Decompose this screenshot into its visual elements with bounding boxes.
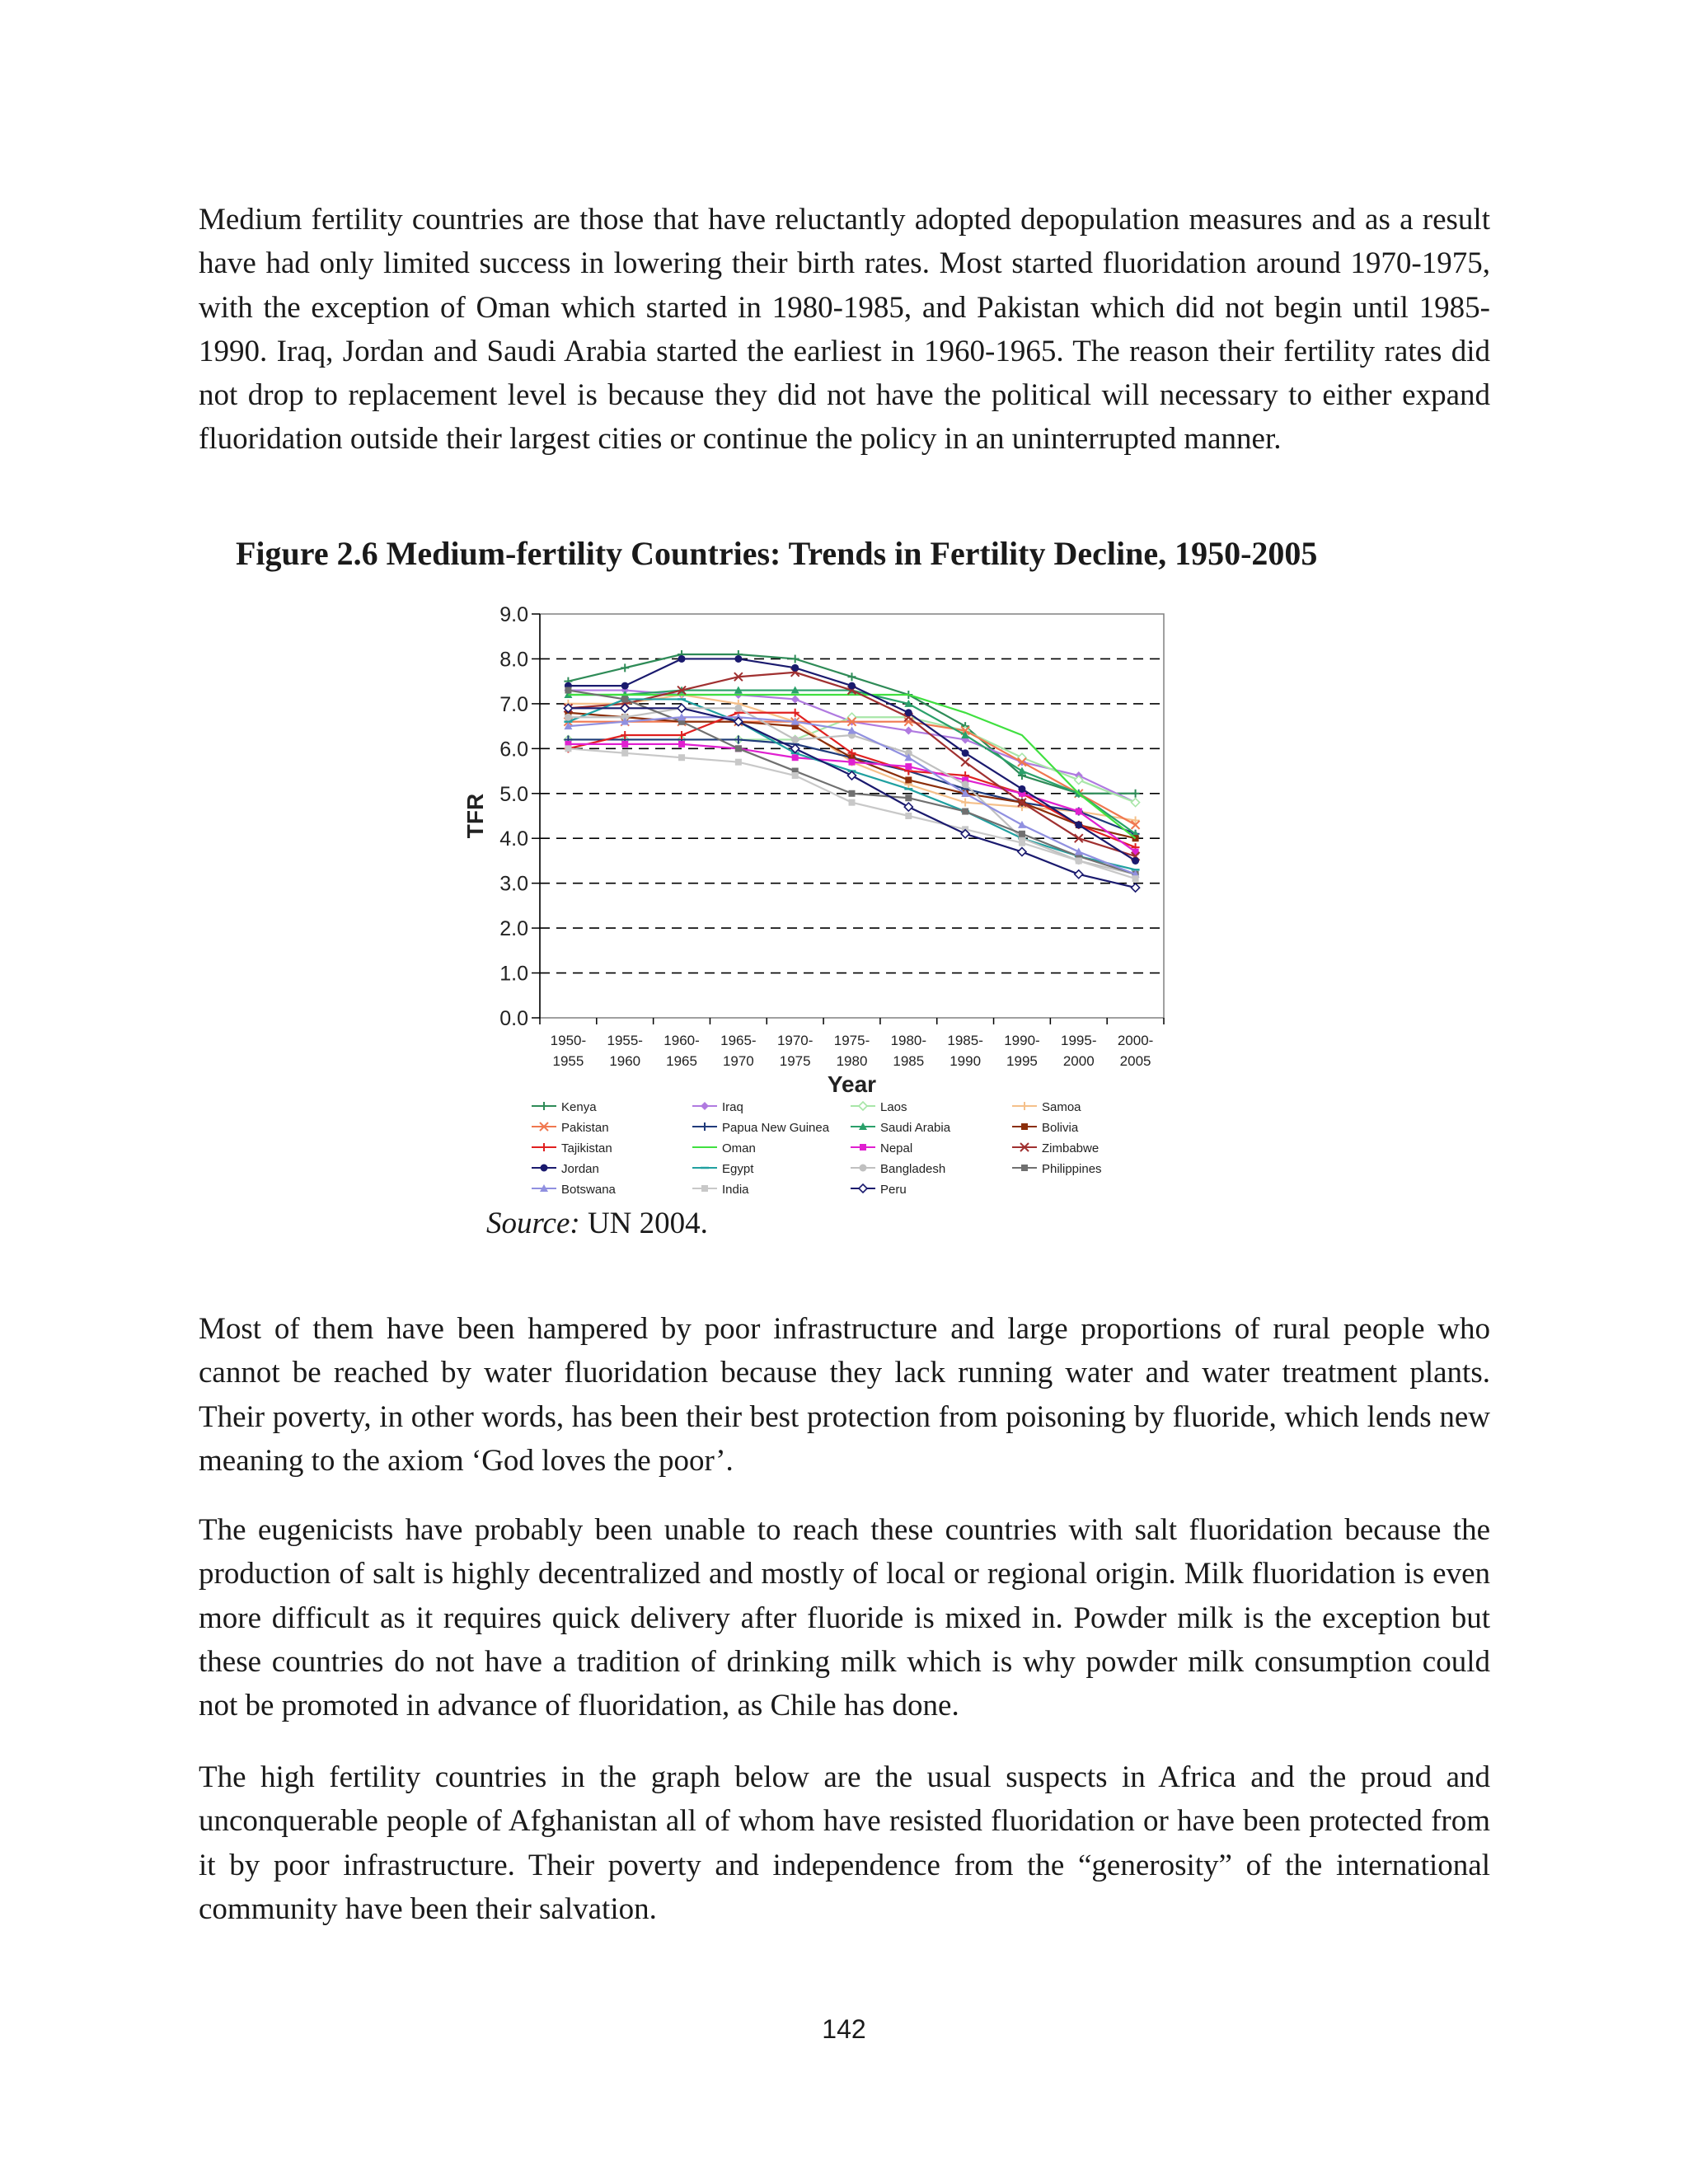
legend-label-papua-new-guinea: Papua New Guinea <box>722 1121 830 1135</box>
x-tick-label: 1995 <box>1006 1053 1038 1069</box>
x-tick-label: 1970 <box>722 1053 754 1069</box>
data-point-india <box>905 813 912 819</box>
x-tick-label: 1995- <box>1061 1033 1097 1048</box>
legend-label-iraq: Iraq <box>722 1100 743 1114</box>
paragraph-high-fertility: The high fertility countries in the graph below are the usual suspects in Africa and the proud and unconquerable people of Afghanistan all of whom have resisted fluoridation or have been protected from it by poor infrastructure. Their poverty and independence from the “generosity” of the international community have been their salvation. <box>199 1760 1490 1926</box>
data-point-jordan <box>905 709 912 716</box>
y-tick-label: 2.0 <box>499 917 528 941</box>
y-tick-label: 6.0 <box>499 738 528 762</box>
data-point-philippines <box>962 808 968 815</box>
figure-title: Figure 2.6 Medium-fertility Countries: Trends in Fertility Decline, 1950-2005 <box>236 535 1318 572</box>
x-tick-label: 1990 <box>950 1053 982 1069</box>
x-tick-label: 1975- <box>833 1033 870 1048</box>
legend-label-nepal: Nepal <box>880 1141 913 1155</box>
data-point-india <box>1076 857 1082 864</box>
x-tick-label: 1965- <box>720 1033 757 1048</box>
x-tick-label: 1960 <box>609 1053 641 1069</box>
legend-marker-kenya <box>540 1102 548 1110</box>
legend-marker-laos <box>859 1102 867 1110</box>
legend-label-botswana: Botswana <box>561 1183 616 1197</box>
data-point-india <box>621 750 628 757</box>
legend-label-peru: Peru <box>880 1183 907 1197</box>
legend-marker-tajikistan <box>540 1143 548 1151</box>
data-point-india <box>849 799 856 806</box>
x-tick-label: 1985 <box>893 1053 925 1069</box>
data-point-jordan <box>1075 821 1082 828</box>
legend-marker-iraq <box>701 1102 709 1110</box>
y-tick-label: 4.0 <box>499 827 528 851</box>
data-point-philippines <box>1019 831 1025 837</box>
data-point-jordan <box>678 655 686 663</box>
legend-label-laos: Laos <box>880 1100 907 1114</box>
legend-label-egypt: Egypt <box>722 1162 754 1176</box>
source-label: Source: <box>486 1207 580 1240</box>
data-point-bolivia <box>905 776 912 783</box>
legend-marker-nepal <box>860 1144 866 1151</box>
data-point-india <box>735 759 742 766</box>
x-tick-label: 1970- <box>776 1033 814 1048</box>
legend-label-samoa: Samoa <box>1042 1100 1081 1114</box>
data-point-india <box>792 772 799 779</box>
paragraph-medium-fertility: Medium fertility countries are those that have reluctantly adopted depopulation measures and as a result have had only limited success in lowering their birth rates. Most started fluoridation around 1970-1975, with the exception of Oman which started in 1980-1985, and Pakistan which did not begin until 1985-1990. Iraq, Jordan and Saudi Arabia started the earliest in 1960-1965. The reason their fertility rates did not drop to replacement level is because they did not have the political will necessary to either expand fluoridation outside their largest cities or continue the policy in an uninterrupted manner. <box>199 203 1490 457</box>
legend-label-india: India <box>722 1183 749 1197</box>
data-point-india <box>565 745 571 752</box>
x-tick-label: 1980 <box>836 1053 868 1069</box>
data-point-india <box>678 754 685 761</box>
legend-marker-samoa <box>1020 1102 1029 1110</box>
x-tick-label: 1965 <box>666 1053 697 1069</box>
legend-label-jordan: Jordan <box>561 1162 599 1176</box>
data-point-jordan <box>621 682 629 690</box>
data-point-nepal <box>1076 808 1082 815</box>
legend-label-bangladesh: Bangladesh <box>880 1162 946 1176</box>
legend-label-bolivia: Bolivia <box>1042 1121 1079 1135</box>
y-tick-label: 1.0 <box>499 962 528 986</box>
legend-marker-jordan <box>541 1165 548 1172</box>
legend-marker-philippines <box>1021 1165 1028 1171</box>
data-point-bangladesh <box>791 736 799 743</box>
figure-source <box>486 1206 708 1241</box>
data-point-nepal <box>905 763 912 770</box>
data-point-jordan <box>791 664 799 672</box>
x-tick-label: 1980- <box>890 1033 927 1048</box>
data-point-philippines <box>905 794 912 801</box>
legend-marker-bolivia <box>1021 1123 1028 1130</box>
data-point-india <box>1132 875 1139 882</box>
y-axis-label: TFR <box>462 793 488 839</box>
data-point-jordan <box>734 655 742 663</box>
data-point-bangladesh <box>565 714 572 721</box>
legend-label-pakistan: Pakistan <box>561 1121 609 1135</box>
x-tick-label: 2000- <box>1117 1033 1154 1048</box>
data-point-nepal <box>678 741 685 748</box>
legend-marker-peru <box>859 1184 867 1193</box>
legend-label-kenya: Kenya <box>561 1100 597 1114</box>
data-point-jordan <box>1132 857 1139 865</box>
x-tick-label: 2000 <box>1062 1053 1095 1069</box>
x-tick-label: 1950- <box>550 1033 587 1048</box>
data-point-jordan <box>1018 785 1025 793</box>
data-point-bangladesh <box>734 705 742 712</box>
y-tick-label: 3.0 <box>499 872 528 896</box>
x-tick-label: 1960- <box>663 1033 700 1048</box>
data-point-philippines <box>849 790 856 797</box>
y-tick-label: 9.0 <box>499 603 528 626</box>
x-tick-label: 1990- <box>1004 1033 1040 1048</box>
data-point-nepal <box>849 759 856 766</box>
x-tick-label: 1955 <box>552 1053 584 1069</box>
y-tick-label: 7.0 <box>499 692 528 716</box>
data-point-philippines <box>621 696 628 702</box>
data-point-philippines <box>735 745 742 752</box>
source-text: UN 2004. <box>587 1207 708 1240</box>
legend-label-philippines: Philippines <box>1042 1162 1102 1176</box>
data-point-india <box>1019 840 1025 846</box>
data-point-bangladesh <box>962 780 969 788</box>
paragraph-salt-fluoridation: The eugenicists have probably been unable to reach these countries with salt fluoridation because the production of salt is highly decentralized and mostly of local or regional origin. Milk fluoridation is even more difficult as it requires quick delivery after fluoride is mixed in. Powder milk is the exception but these countries do not have a tradition of drinking milk which is why powder milk consumption could not be promoted in advance of fluoridation, as Chile has done. <box>199 1513 1490 1723</box>
y-tick-label: 5.0 <box>499 782 528 806</box>
page-number: 142 <box>822 2014 866 2044</box>
paragraph-infrastructure: Most of them have been hampered by poor infrastructure and large proportions of rural people who cannot be reached by water fluoridation because they lack running water and water treatment plants. Their poverty, in other words, has been their best protection from poisoning by fluoride, which lends new meaning to the axiom ‘God loves the poor’. <box>199 1312 1490 1478</box>
data-point-jordan <box>962 749 969 757</box>
data-point-philippines <box>565 687 571 694</box>
y-tick-label: 0.0 <box>499 1007 528 1030</box>
legend-label-tajikistan: Tajikistan <box>561 1141 612 1155</box>
legend-marker-papua-new-guinea <box>701 1122 709 1131</box>
x-tick-label: 1955- <box>607 1033 643 1048</box>
x-tick-label: 1985- <box>947 1033 983 1048</box>
legend-label-saudi-arabia: Saudi Arabia <box>880 1121 951 1135</box>
data-point-nepal <box>792 754 799 761</box>
y-tick-label: 8.0 <box>499 648 528 672</box>
data-point-nepal <box>621 741 628 748</box>
legend-label-oman: Oman <box>722 1141 756 1155</box>
legend-marker-bangladesh <box>860 1165 867 1172</box>
data-point-jordan <box>848 682 856 690</box>
legend-marker-india <box>701 1185 708 1192</box>
x-tick-label: 2005 <box>1119 1053 1151 1069</box>
x-tick-label: 1975 <box>779 1053 811 1069</box>
x-axis-label: Year <box>827 1071 877 1097</box>
legend-label-zimbabwe: Zimbabwe <box>1042 1141 1100 1155</box>
fertility-line-chart <box>453 593 1195 1203</box>
